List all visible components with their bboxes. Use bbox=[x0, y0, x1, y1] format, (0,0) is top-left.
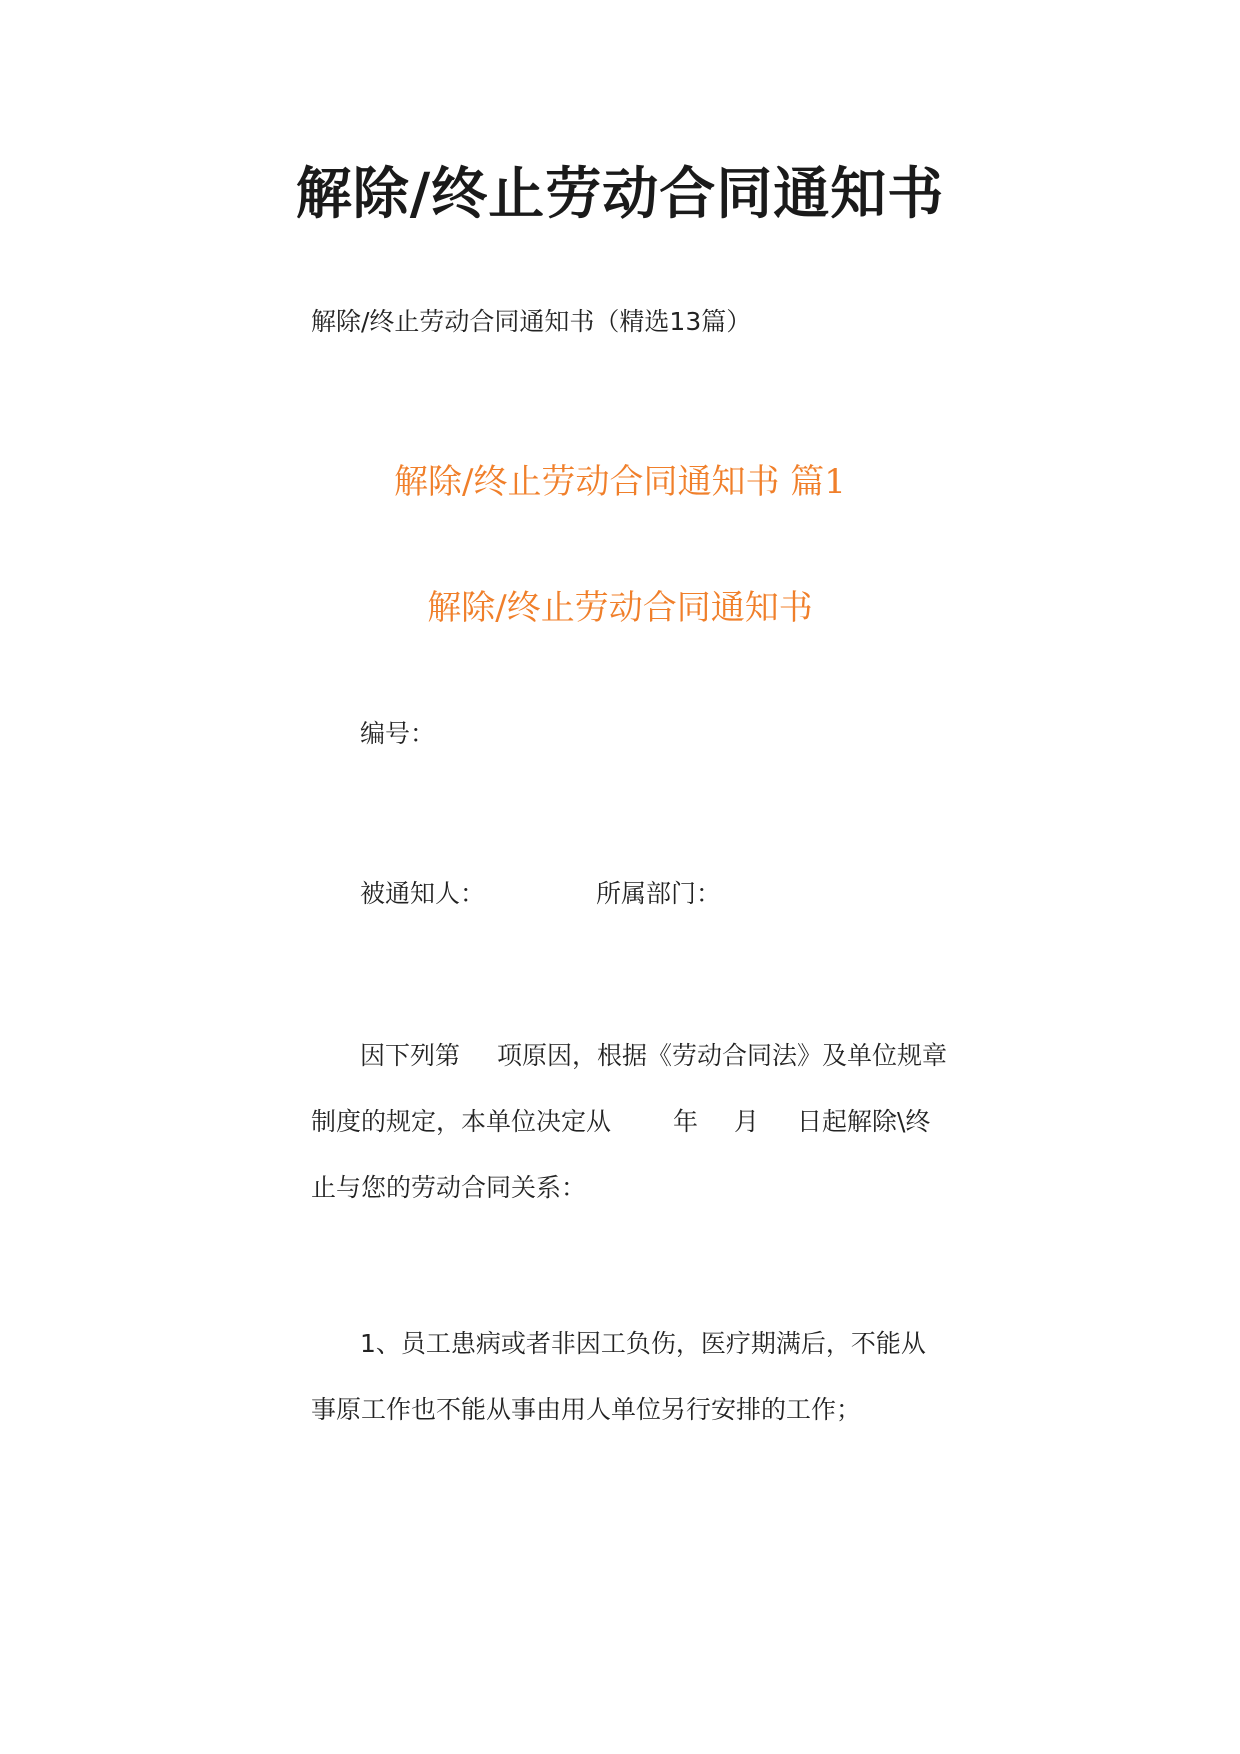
paragraph-text: 止与您的劳动合同关系： bbox=[311, 1173, 587, 1202]
paragraph-text: 1、员工患病或者非因工负伤，医疗期满后，不能从 bbox=[360, 1329, 926, 1358]
document-title: 解除/终止劳动合同通知书 bbox=[295, 161, 945, 227]
notified-person-label: 被通知人： bbox=[360, 879, 486, 908]
paragraph-text: 年 bbox=[673, 1107, 699, 1136]
section-heading: 解除/终止劳动合同通知书 篇1 bbox=[394, 462, 846, 502]
notice-title: 解除/终止劳动合同通知书 bbox=[427, 588, 813, 628]
number-label: 编号： bbox=[360, 719, 436, 748]
paragraph-text: 月 bbox=[734, 1107, 760, 1136]
paragraph-text: 因下列第 bbox=[360, 1041, 461, 1070]
paragraph-text: 制度的规定，本单位决定从 bbox=[311, 1107, 612, 1136]
paragraph-text: 事原工作也不能从事由用人单位另行安排的工作； bbox=[311, 1395, 862, 1424]
paragraph-text: 日起解除\终 bbox=[797, 1107, 931, 1136]
document-subtitle: 解除/终止劳动合同通知书（精选13篇） bbox=[311, 307, 752, 336]
paragraph-text: 项原因，根据《劳动合同法》及单位规章 bbox=[497, 1041, 948, 1070]
department-label: 所属部门： bbox=[596, 879, 722, 908]
